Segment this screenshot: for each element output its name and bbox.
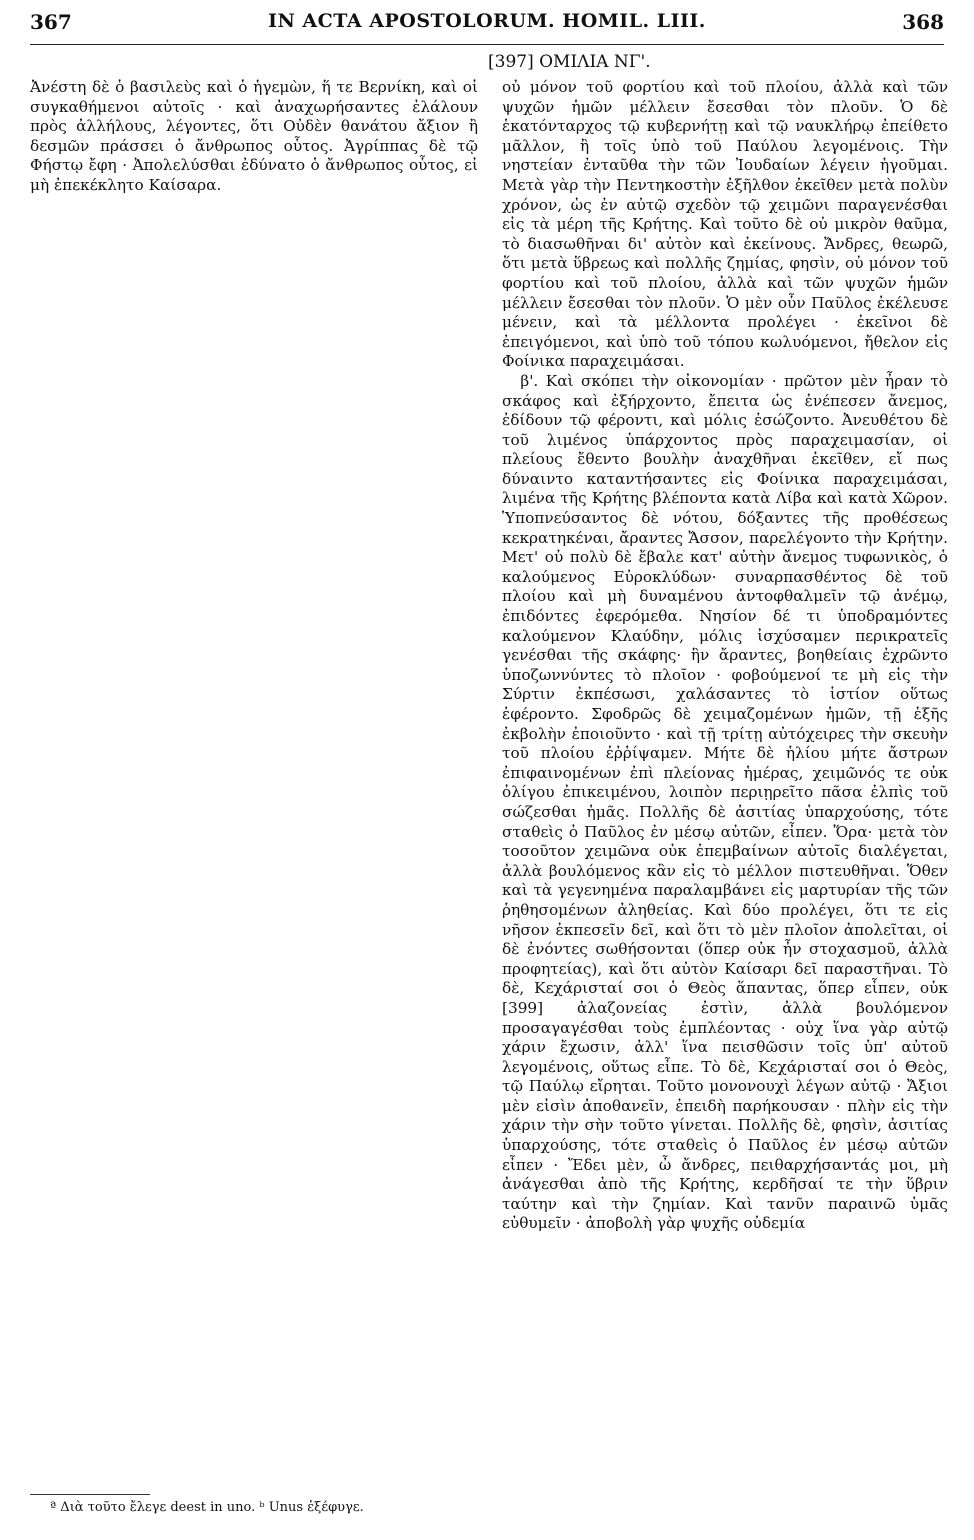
page-number-right: 368	[902, 10, 944, 34]
right-paragraph-1: οὐ μόνον τοῦ φορτίου καὶ τοῦ πλοίου, ἀλλὰ καὶ τῶν ψυχῶν ἡμῶν μέλλειν ἔσεσθαι τὸν πλοῦν. Ὁ δὲ ἑκατόνταρχος τῷ κυβερνήτῃ καὶ τῷ ναυκλήρῳ ἐπείθετο μᾶλλον, ἢ τοῖς ὑπὸ τοῦ Παύλου λεγομένοις. Τὴν νηστείαν ἐνταῦθα τὴν τῶν Ἰουδαίων λέγειν ἡγοῦμαι. Μετὰ γὰρ τὴν Πεντηκοστὴν ἐξῆλθον ἐκεῖθεν μετὰ πολὺν χρόνον, ὡς ἐν αὐτῷ σχεδὸν τῷ χειμῶνι παραγενέσθαι εἰς τὰ μέρη τῆς Κρήτης. Καὶ τοῦτο δὲ οὐ μικρὸν θαῦμα, τὸ διασωθῆναι δι' αὐτὸν καὶ ἐκείνους. Ἄνδρες, θεωρῶ, ὅτι μετὰ ὕβρεως καὶ πολλῆς ζημίας, φησὶν, οὐ μόνον τοῦ φορτίου καὶ τοῦ πλοίου, ἀλλὰ καὶ τῶν ψυχῶν ἡμῶν μέλλειν ἔσεσθαι τὸν πλοῦν. Ὁ μὲν οὖν Παῦλος ἐκέλευσε μένειν, καὶ τὰ μέλλοντα προλέγει · ἐκεῖνοι δὲ ἐπειγόμενοι, καὶ ὑπὸ τοῦ τόπου κωλυόμενοι, ἤθελον εἰς Φοίνικα παραχειμάσαι.	[502, 78, 948, 371]
running-title: IN ACTA APOSTOLORUM. HOMIL. LIII.	[268, 10, 706, 32]
running-header	[30, 10, 944, 42]
footnote-rule	[30, 1494, 150, 1495]
right-column	[502, 78, 948, 1234]
homily-title: [397] ΟΜΙΛΙΑ ΝΓ'.	[488, 52, 651, 72]
left-column	[30, 78, 478, 196]
header-rule	[30, 44, 944, 45]
page-number-left: 367	[30, 10, 72, 34]
left-paragraph-1: Ἀνέστη δὲ ὁ βασιλεὺς καὶ ὁ ἡγεμὼν, ἥ τε Βερνίκη, καὶ οἱ συγκαθήμενοι αὐτοῖς · καὶ ἀναχωρήσαντες ἐλάλουν πρὸς ἀλλήλους, λέγοντες, ὅτι Οὐδὲν θανάτου ἄξιον ἢ δεσμῶν πράσσει ὁ ἄνθρωπος οὗτος. Ἀγρίππας δὲ τῷ Φήστῳ ἔφη · Ἀπολελύσθαι ἐδύνατο ὁ ἄνθρωπος οὗτος, εἰ μὴ ἐπεκέκλητο Καίσαρα.	[30, 78, 478, 194]
right-paragraph-2: β'. Καὶ σκόπει τὴν οἰκονομίαν · πρῶτον μὲν ἦραν τὸ σκάφος καὶ ἐξήρχοντο, ἔπειτα ὡς ἐνέπεσεν ἄνεμος, ἐδίδουν τῷ φέροντι, καὶ μόλις ἐσώζοντο. Ἀνευθέτου δὲ τοῦ λιμένος ὑπάρχοντος πρὸς παραχειμασίαν, οἱ πλείους ἔθεντο βουλὴν ἀναχθῆναι ἐκεῖθεν, εἴ πως δύναιντο καταντήσαντες εἰς Φοίνικα παραχειμάσαι, λιμένα τῆς Κρήτης βλέποντα κατὰ Λίβα καὶ κατὰ Χῶρον. Ὑποπνεύσαντος δὲ νότου, δόξαντες τῆς προθέσεως κεκρατηκέναι, ἄραντες Ἄσσον, παρελέγοντο τὴν Κρήτην. Μετ' οὐ πολὺ δὲ ἔβαλε κατ' αὐτὴν ἄνεμος τυφωνικὸς, ὁ καλούμενος Εὐροκλύδων· συναρπασθέντος δὲ τοῦ πλοίου καὶ μὴ δυναμένου ἀντοφθαλμεῖν τῷ ἀνέμῳ, ἐπιδόντες ἐφερόμεθα. Νησίον δέ τι ὑποδραμόντες καλούμενον Κλαύδην, μόλις ἰσχύσαμεν περικρατεῖς γενέσθαι τῆς σκάφης· ἣν ἄραντες, βοηθείαις ἐχρῶντο ὑποζωννύντες τὸ πλοῖον · φοβούμενοί τε μὴ εἰς τὴν Σύρτιν ἐκπέσωσι, χαλάσαντες τὸ ἱστίον οὕτως ἐφέροντο. Σφοδρῶς δὲ χειμαζομένων ἡμῶν, τῇ ἑξῆς ἐκβολὴν ἐποιοῦντο · καὶ τῇ τρίτῃ αὐτόχειρες τὴν σκευὴν τοῦ πλοίου ἐῤῥίψαμεν. Μήτε δὲ ἡλίου μήτε ἄστρων ἐπιφαινομένων ἐπὶ πλείονας ἡμέρας, χειμῶνός τε οὐκ ὀλίγου ἐπικειμένου, λοιπὸν περιῃρεῖτο πᾶσα ἐλπὶς τοῦ σώζεσθαι ἡμᾶς. Πολλῆς δὲ ἀσιτίας ὑπαρχούσης, τότε σταθεὶς ὁ Παῦλος ἐν μέσῳ αὐτῶν, εἶπεν. Ὅρα· μετὰ τὸν τοσοῦτον χειμῶνα οὐκ ἐπεμβαίνων αὐτοῖς διαλέγεται, ἀλλὰ βουλόμενος κἂν εἰς τὸ μέλλον πιστευθῆναι. Ὅθεν καὶ τὰ γεγενημένα παραλαμβάνει εἰς μαρτυρίαν τῆς τῶν ῥηθησομένων ἀληθείας. Καὶ δύο προλέγει, ὅτι τε εἰς νῆσον ἐκπεσεῖν δεῖ, καὶ ὅτι τὸ μὲν πλοῖον ἀπολεῖται, οἱ δὲ ἐνόντες σωθήσονται (ὅπερ οὐκ ἦν στοχασμοῦ, ἀλλὰ προφητείας), καὶ ὅτι αὐτὸν Καίσαρι δεῖ παραστῆναι. Τὸ δὲ, Κεχάρισταί σοι ὁ Θεὸς ἅπαντας, ὅπερ εἶπεν, οὐκ [399] ἀλαζονείας ἐστὶν, ἀλλὰ βουλόμενον προσαγαγέσθαι τοὺς ἐμπλέοντας · οὐχ ἵνα γὰρ αὐτῷ χάριν ἔχωσιν, ἀλλ' ἵνα πεισθῶσιν τοῖς ὑπ' αὐτοῦ λεγομένοις, οὕτως εἶπε. Τὸ δὲ, Κεχάρισταί σοι ὁ Θεὸς, τῷ Παύλῳ εἴρηται. Τοῦτο μονονουχὶ λέγων αὐτῷ · Ἄξιοι μὲν εἰσὶν ἀποθανεῖν, ἐπειδὴ παρήκουσαν · πλὴν εἰς τὴν χάριν τὴν σὴν τοῦτο γίνεται. Πολλῆς δὲ, φησὶν, ἀσιτίας ὑπαρχούσης, τότε σταθεὶς ὁ Παῦλος ἐν μέσῳ αὐτῶν εἶπεν · Ἔδει μὲν, ὦ ἄνδρες, πειθαρχήσαντάς μοι, μὴ ἀνάγεσθαι ἀπὸ τῆς Κρήτης, κερδῆσαί τε τὴν ὕβριν ταύτην καὶ τὴν ζημίαν. Καὶ τανῦν παραινῶ ὑμᾶς εὐθυμεῖν · ἀποβολὴ γὰρ ψυχῆς οὐδεμία	[502, 371, 948, 1233]
footnotes: ª Διὰ τοῦτο ἔλεγε deest in uno. ᵇ Unus ἐξέφυγε.	[50, 1500, 364, 1515]
